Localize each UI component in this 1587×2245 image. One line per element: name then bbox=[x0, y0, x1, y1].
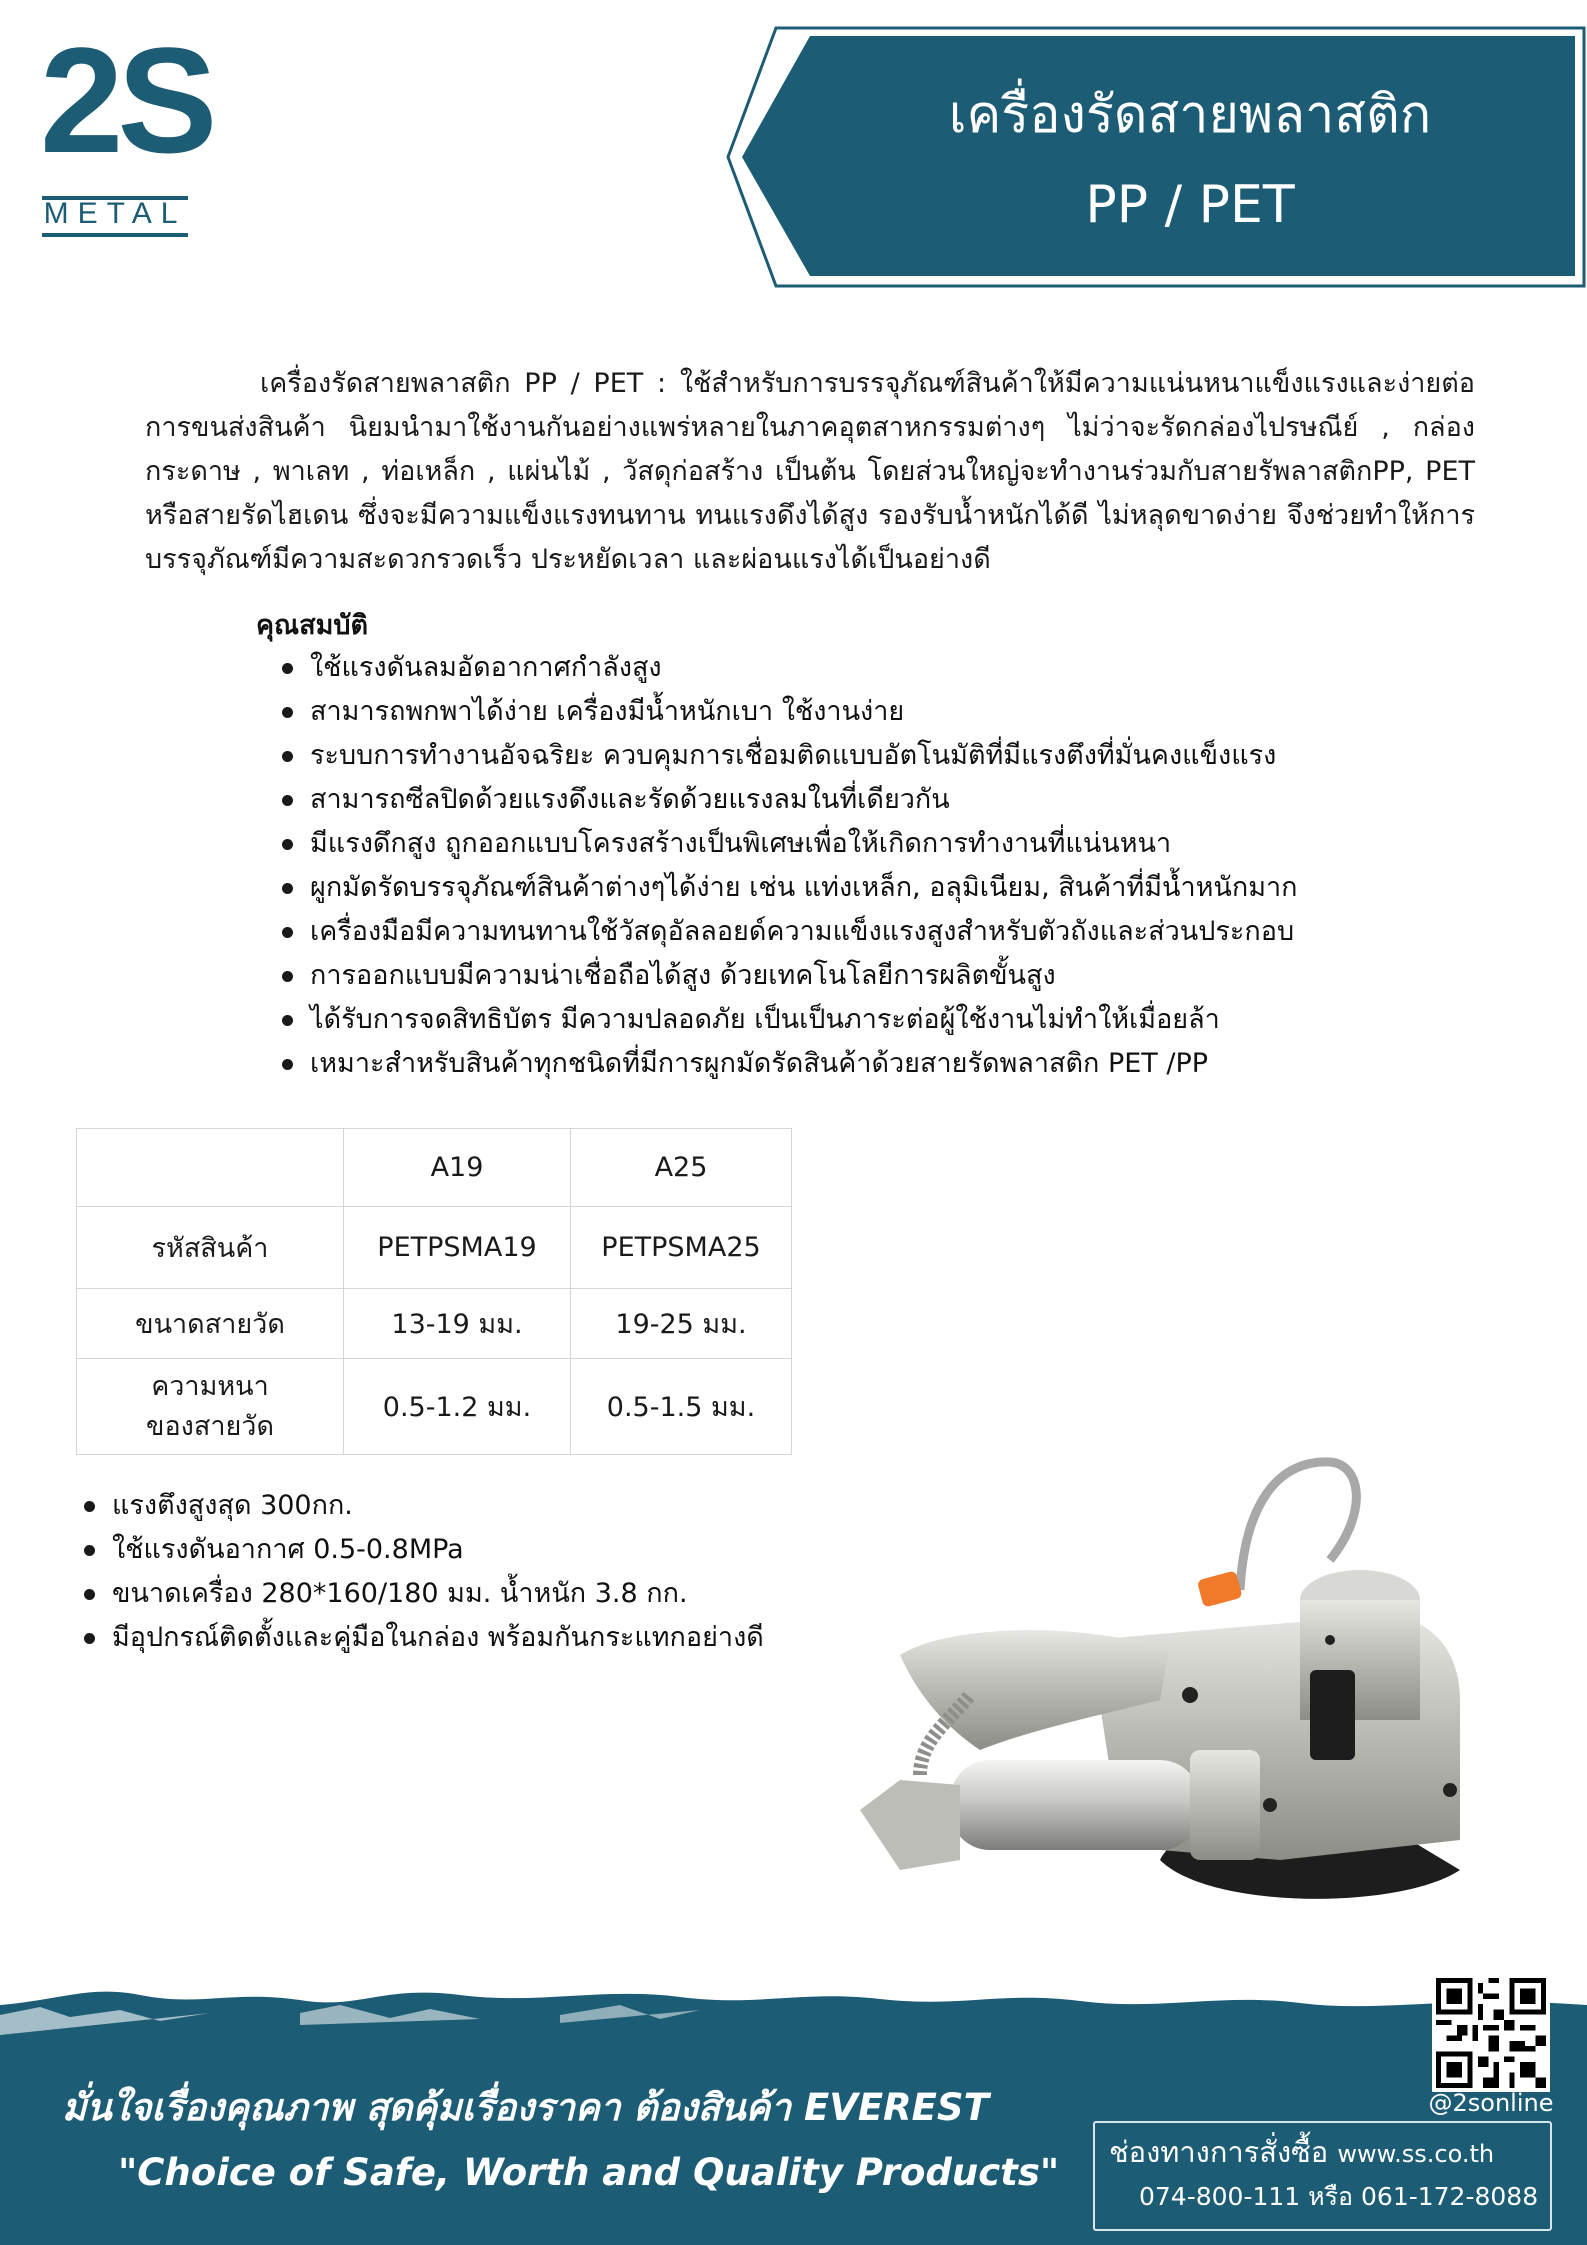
spec-item: ขนาดเครื่อง 280*160/180 มม. น้ำหนัก 3.8 กก. bbox=[80, 1572, 764, 1616]
page-title bbox=[840, 70, 1540, 250]
spec-item: ใช้แรงดันอากาศ 0.5-0.8MPa bbox=[80, 1528, 764, 1572]
features-heading: คุณสมบัติ bbox=[256, 610, 369, 641]
table-row bbox=[77, 1207, 792, 1289]
logo-subtext: METAL bbox=[43, 197, 187, 230]
features-list bbox=[278, 646, 1298, 1086]
table-cell: PETPSMA19 bbox=[344, 1207, 571, 1289]
qr-pattern bbox=[1436, 1978, 1546, 2088]
order-label: ช่องทางการสั่งซื้อ bbox=[1109, 2135, 1329, 2169]
table-cell: 0.5-1.2 มม. bbox=[344, 1359, 571, 1455]
feature-item: การออกแบบมีความน่าเชื่อถือได้สูง ด้วยเทคโนโลยีการผลิตขั้นสูง bbox=[278, 954, 1298, 998]
table-cell: ขนาดสายวัด bbox=[77, 1289, 344, 1359]
title-line-2: PP / PET bbox=[1085, 175, 1295, 235]
table-cell: 13-19 มม. bbox=[344, 1289, 571, 1359]
feature-item: ผูกมัดรัดบรรจุภัณฑ์สินค้าต่างๆได้ง่าย เช่น แท่งเหล็ก, อลุมิเนียม, สินค้าที่มีน้ำหนักมาก bbox=[278, 866, 1298, 910]
slogan-thai: มั่นใจเรื่องคุณภาพ สุดคุ้มเรื่องราคา ต้องสินค้า EVEREST bbox=[62, 2086, 989, 2129]
spec-table bbox=[76, 1128, 792, 1455]
slogan-english: "Choice of Safe, Worth and Quality Products" bbox=[118, 2151, 1060, 2194]
feature-item: ใช้แรงดันลมอัดอากาศกำลังสูง bbox=[278, 646, 1298, 690]
feature-item: ได้รับการจดสิทธิบัตร มีความปลอดภัย เป็นเป็นภาระต่อผู้ใช้งานไม่ทำให้เมื่อยล้า bbox=[278, 998, 1298, 1042]
social-handle[interactable]: @2sonline bbox=[1428, 2089, 1554, 2117]
table-cell: PETPSMA25 bbox=[571, 1207, 792, 1289]
logo-rule-bottom bbox=[42, 233, 188, 237]
feature-item: สามารถพกพาได้ง่าย เครื่องมีน้ำหนักเบา ใช้งานง่าย bbox=[278, 690, 1298, 734]
feature-item: ระบบการทำงานอัจฉริยะ ควบคุมการเชื่อมติดแบบอัตโนมัติที่มีแรงตึงที่มั่นคงแข็งแรง bbox=[278, 734, 1298, 778]
feature-item: มีแรงดึกสูง ถูกออกแบบโครงสร้างเป็นพิเศษเพื่อให้เกิดการทำงานที่แน่นหนา bbox=[278, 822, 1298, 866]
qr-code-icon[interactable] bbox=[1432, 1974, 1550, 2092]
table-header-a19: A19 bbox=[344, 1129, 571, 1207]
feature-item: เหมาะสำหรับสินค้าทุกชนิดที่มีการผูกมัดรัดสินค้าด้วยสายรัดพลาสติก PET /PP bbox=[278, 1042, 1298, 1086]
table-row bbox=[77, 1289, 792, 1359]
brand-logo bbox=[40, 16, 212, 230]
cell-line: ความหนา bbox=[151, 1370, 269, 1402]
order-channel-box bbox=[1093, 2121, 1552, 2231]
table-cell: 19-25 มม. bbox=[571, 1289, 792, 1359]
table-header-row bbox=[77, 1129, 792, 1207]
product-photo bbox=[860, 1440, 1520, 1940]
cell-line: ของสายวัด bbox=[145, 1410, 274, 1442]
title-line-1: เครื่องรัดสายพลาสติก bbox=[948, 85, 1432, 145]
specs-list bbox=[80, 1484, 764, 1660]
website-link[interactable]: www.ss.co.th bbox=[1337, 2140, 1495, 2168]
table-cell bbox=[77, 1359, 344, 1455]
table-cell: 0.5-1.5 มม. bbox=[571, 1359, 792, 1455]
table-cell: รหัสสินค้า bbox=[77, 1207, 344, 1289]
order-line bbox=[1109, 2129, 1494, 2177]
table-header-a25: A25 bbox=[571, 1129, 792, 1207]
feature-item: สามารถซีลปิดด้วยแรงดึงและรัดด้วยแรงลมในที่เดียวกัน bbox=[278, 778, 1298, 822]
spec-item: มีอุปกรณ์ติดตั้งและคู่มือในกล่อง พร้อมกันกระแทกอย่างดี bbox=[80, 1616, 764, 1660]
spec-item: แรงตึงสูงสุด 300กก. bbox=[80, 1484, 764, 1528]
intro-paragraph: เครื่องรัดสายพลาสติก PP / PET : ใช้สำหรับการบรรจุภัณฑ์สินค้าให้มีความแน่นหนาแข็งแรงและง่ายต่อการขนส่งสินค้า นิยมนำมาใช้งานกันอย่างแพร่หลายในภาคอุตสาหกรรมต่างๆ ไม่ว่าจะรัดกล่องไปรษณีย์ , กล่องกระดาษ , พาเลท , ท่อเหล็ก , แผ่นไม้ , วัสดุก่อสร้าง เป็นต้น โดยส่วนใหญ่จะทำงานร่วมกับสายรัพลาสติกPP, PET หรือสายรัดไฮเดน ซึ่งจะมีความแข็งแรงทนทาน ทนแรงดึงได้สูง รองรับน้ำหนักได้ดี ไม่หลุดขาดง่าย จึงช่วยทำให้การบรรจุภัณฑ์มีความสะดวกรวดเร็ว ประหยัดเวลา และผ่อนแรงได้เป็นอย่างดี bbox=[145, 368, 1475, 575]
table-cell bbox=[77, 1129, 344, 1207]
table-row bbox=[77, 1359, 792, 1455]
feature-item: เครื่องมือมีความทนทานใช้วัสดุอัลลอยด์ความแข็งแรงสูงสำหรับตัวถังและส่วนประกอบ bbox=[278, 910, 1298, 954]
logo-mark: 2S bbox=[40, 16, 212, 184]
phone-numbers[interactable]: 074-800-111 หรือ 061-172-8088 bbox=[1139, 2182, 1539, 2211]
